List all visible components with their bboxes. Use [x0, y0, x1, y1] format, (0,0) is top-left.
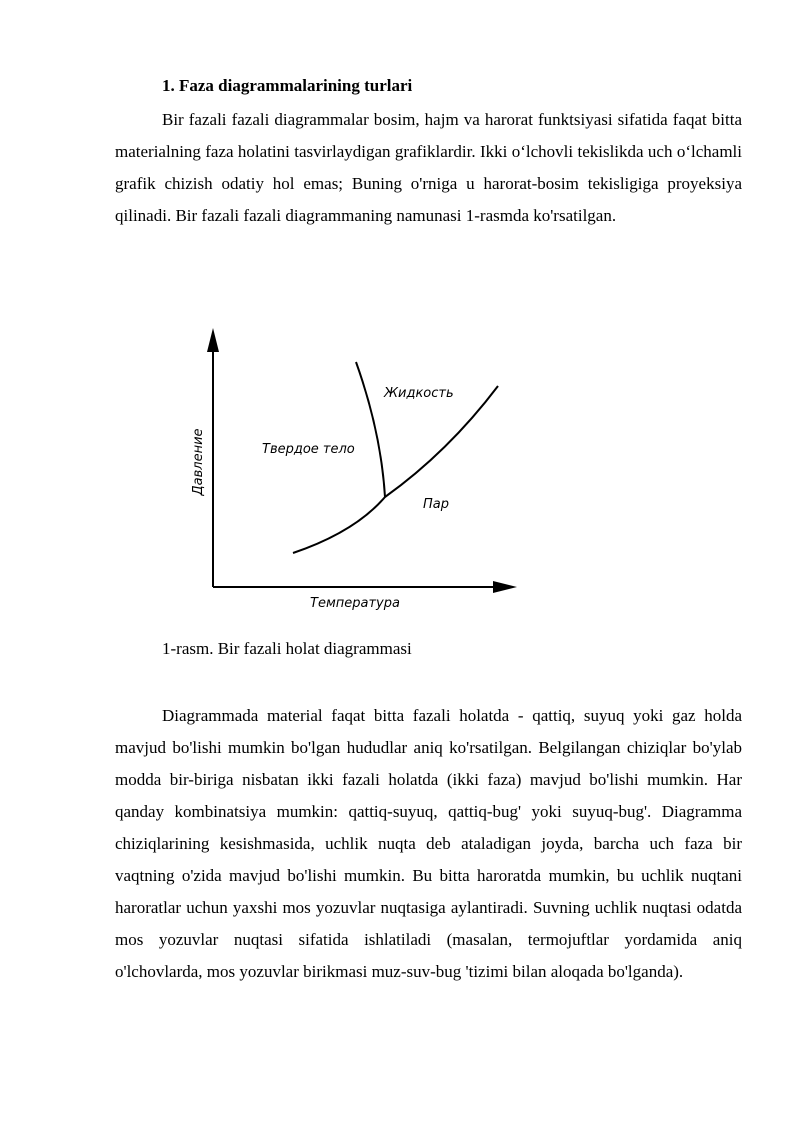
- intro-paragraph: Bir fazali fazali diagrammalar bosim, hajm va harorat funktsiyasi sifatida faqat bitta materialning faza holatini tasvirlaydigan grafiklardir. Ikki oʻlchovli tekislikda uch oʻlchamli grafik chizish odatiy hol emas; Buning o'rniga u harorat-bosim tekisligiga proyeksiya qilinadi. Bir fazali fazali diagrammaning namunasi 1-rasmda ko'rsatilgan.: [115, 110, 742, 225]
- liquid-region-label: Жидкость: [384, 386, 454, 401]
- y-axis-arrow: [207, 328, 219, 352]
- figure-caption: 1-rasm. Bir fazali holat diagrammasi: [162, 639, 412, 658]
- y-axis-label: Давление: [191, 428, 206, 496]
- solid-region-label: Твердое тело: [262, 442, 355, 457]
- explanation-paragraph: Diagrammada material faqat bitta fazali holatda - qattiq, suyuq yoki gaz holda mavjud bo'lishi mumkin bo'lgan hududlar aniq ko'rsatilgan. Belgilangan chiziqlar bo'ylab modda bir-biriga nisbatan ikki fazali holatda (ikki faza) mavjud bo'lishi mumkin. Har qanday kombinatsiya mumkin: qattiq-suyuq, qattiq-bug' yoki suyuq-bug'. Diagramma chiziqlarining kesishmasida, uchlik nuqta deb ataladigan joyda, barcha uch faza bir vaqtning o'zida mavjud bo'lishi mumkin. Bu bitta haroratda mumkin, bu uchlik nuqtani haroratlar uchun yaxshi mos yozuvlar nuqtasiga aylantiradi. Suvning uchlik nuqtasi odatda mos yozuvlar nuqtasi sifatida ishlatiladi (masalan, termojuftlar yordamida aniq o'lchovlarda, mos yozuvlar birikmasi muz-suv-bug 'tizimi bilan aloqada bo'lganda).: [115, 706, 742, 981]
- melting-boundary-curve: [356, 362, 385, 497]
- x-axis-arrow: [493, 581, 517, 593]
- x-axis-label: Температура: [310, 596, 400, 611]
- vapor-boundary-curve: [293, 386, 498, 553]
- section-heading: 1. Faza diagrammalarining turlari: [162, 76, 413, 95]
- phase-diagram-figure: [180, 322, 530, 617]
- vapor-region-label: Пар: [423, 497, 449, 512]
